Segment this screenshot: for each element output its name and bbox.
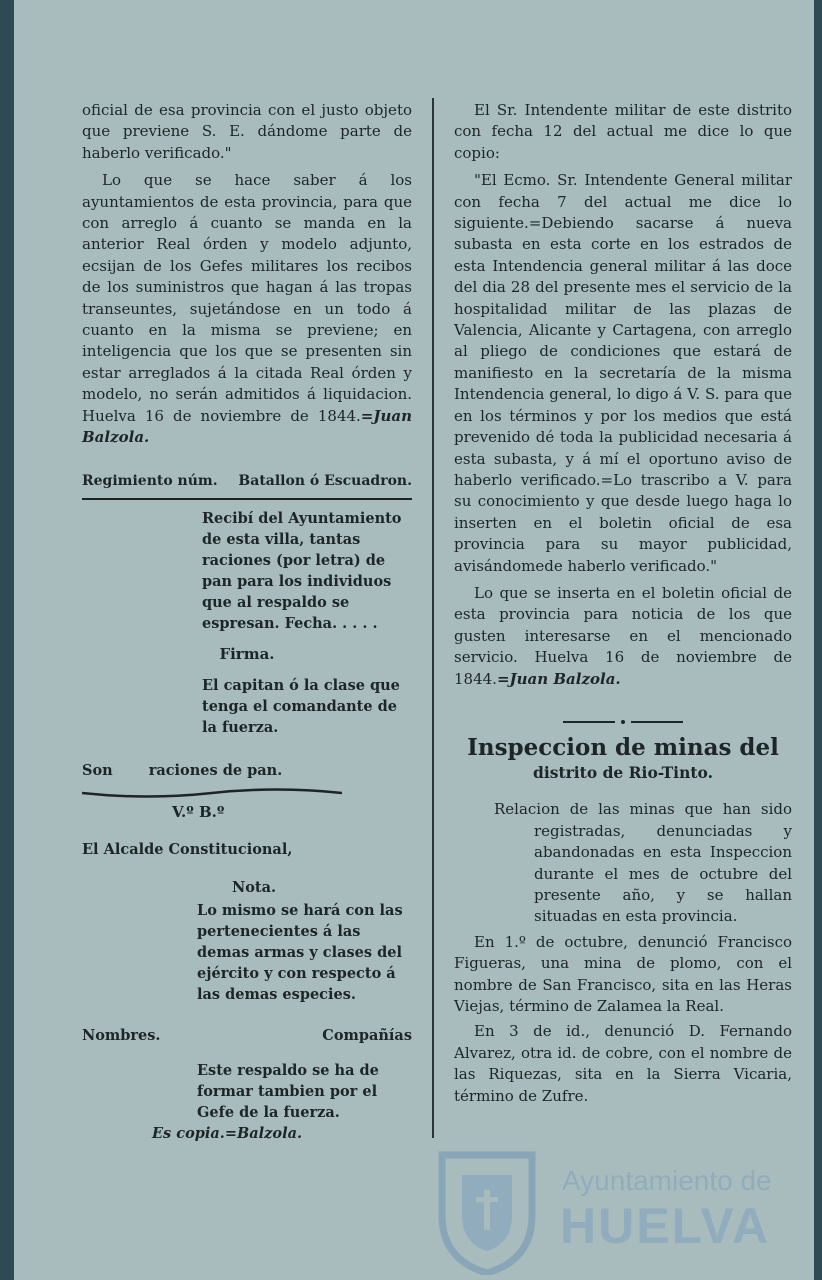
- paragraph: Lo que se inserta en el boletin oficial de esta provincia para noticia de los que gusten interesarse en el mencionado servicio. Huelva 16 de noviembre de 1844.=Juan Balzola.: [454, 583, 792, 688]
- nota-text: Lo mismo se hará con las pertenecientes á las demas armas y clases del ejército y con respecto á las demas especies.: [197, 901, 403, 1003]
- son-label: Son: [82, 762, 113, 780]
- companias-label: Compañías: [322, 1026, 412, 1044]
- city-seal-icon: [432, 1135, 542, 1275]
- paragraph: "El Ecmo. Sr. Intendente General militar con fecha 7 del actual me dice lo siguiente.=Debiendo sacarse á nueva subasta en esta corte en los estrados de esta Intendencia general militar á las doce del dia 28 del presente mes el servicio de la hospitalidad militar de las plazas de Valencia, Alicante y Cartagena, con arreglo al pliego de condiciones que estará de manifiesto en la secretaría de la misma Intendencia general, lo digo á V. S. para que en los términos y por los medios que está prevenido dé toda la publicidad necesaria á esta subasta, y á mí el oportuno aviso de haberlo verificado.=Lo trascribo a V. para su conocimiento y que desde luego haga lo inserten en el boletin oficial de esa provincia para su mayor publicidad, avisándomede haberlo verificado.": [454, 171, 792, 575]
- section-subtitle: distrito de Rio-Tinto.: [533, 762, 713, 782]
- decorative-flourish: [82, 786, 342, 800]
- form-rule: [82, 498, 412, 500]
- watermark-line2: HUELVA: [560, 1198, 771, 1254]
- batallon-label: Batallon ó Escuadron.: [238, 472, 412, 489]
- paragraph: En 3 de id., denunció D. Fernando Alvarez, otra id. de cobre, con el nombre de las Riquezas, sita en la Sierra Vicaria, término de Zufre.: [454, 1022, 792, 1105]
- raciones-label: raciones de pan.: [148, 762, 283, 780]
- nombres-label: Nombres.: [82, 1026, 161, 1044]
- nombres-row: [82, 1025, 412, 1046]
- capitan-text: El capitan ó la clase que tenga el comandante de la fuerza.: [202, 677, 400, 737]
- regimiento-label: Regimiento núm.: [82, 472, 218, 489]
- alcalde-label: El Alcalde Constitucional,: [82, 841, 293, 859]
- right-column: [454, 100, 792, 1107]
- vb-label: V.º B.º: [172, 802, 225, 821]
- copia-label: Es copia.=Balzola.: [152, 1125, 303, 1143]
- document-page: [14, 0, 814, 1280]
- paragraph: oficial de esa provincia con el justo objeto que previene S. E. dándome parte de haberlo verificado.": [82, 101, 412, 162]
- left-column: [82, 100, 412, 1145]
- son-row: [82, 760, 412, 781]
- paragraph: Relacion de las minas que han sido registradas, denunciadas y abandonadas en esta Inspeccion durante el mes de octubre del presente año, y se hallan situadas en esta provincia.: [494, 800, 792, 926]
- signature: =Juan Balzola.: [496, 669, 621, 688]
- nota-title: Nota.: [232, 878, 277, 896]
- signature: =Juan Balzola.: [82, 406, 412, 447]
- watermark-line1: Ayuntamiento de: [562, 1165, 772, 1196]
- receipt-text: Recibí del Ayuntamiento de esta villa, tantas raciones (por letra) de pan para los individuos que al respaldo se espresan. Fecha. . . . .: [202, 509, 402, 632]
- paragraph: Lo que se hace saber á los ayuntamientos de esta provincia, para que con arreglo á cuanto se manda en la anterior Real órden y modelo adjunto, ecsijan de los Gefes militares los recibos de los suministros que hagan á las tropas transeuntes, sujetándose en un todo á cuanto en la misma se previene; en inteligencia que los que se presenten sin estar arreglados á la citada Real órden y modelo, no serán admitidos á liquidacion. Huelva 16 de noviembre de 1844.=Juan Balzola.: [82, 171, 412, 447]
- form-header: [82, 471, 412, 492]
- paragraph: En 1.º de octubre, denunció Francisco Figueras, una mina de plomo, con el nombre de San Francisco, sita en las Heras Viejas, término de Zalamea la Real.: [454, 932, 792, 1016]
- respaldo-text: Este respaldo se ha de formar tambien por el Gefe de la fuerza.: [197, 1062, 379, 1122]
- section-divider: [563, 718, 683, 726]
- paragraph: El Sr. Intendente militar de este distrito con fecha 12 del actual me dice lo que copio:: [454, 101, 792, 162]
- watermark: [432, 1135, 812, 1275]
- firma-label: Firma.: [219, 644, 275, 663]
- section-title: Inspeccion de minas del: [467, 733, 779, 761]
- column-divider: [432, 98, 434, 1138]
